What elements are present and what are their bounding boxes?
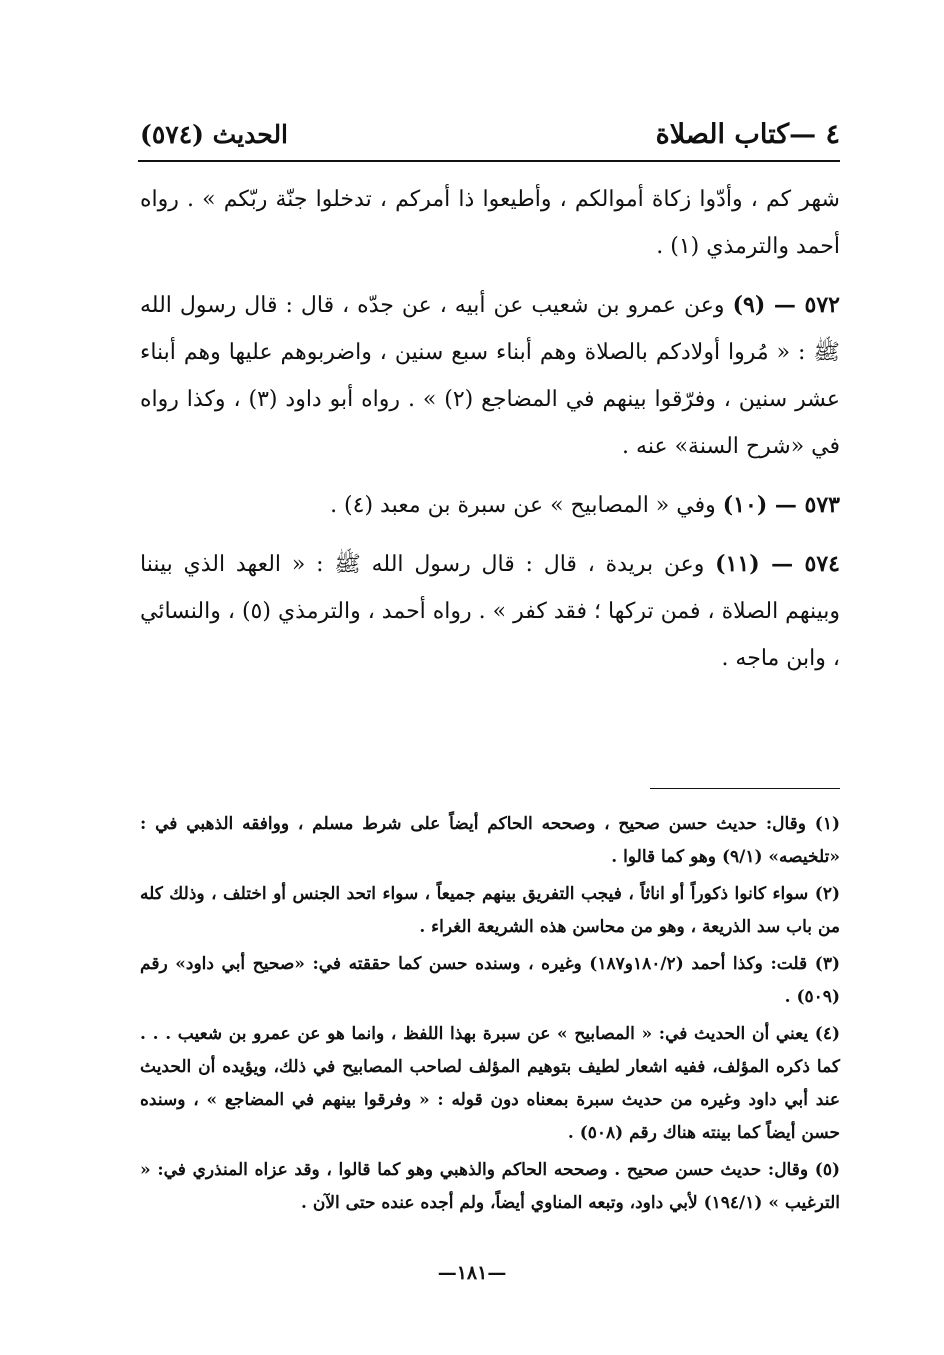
footnote-4: (٤) يعني أن الحديث في: « المصابيح » عن سبرة بهذا اللفظ ، وانما هو عن عمرو بن شعيب . . . كما ذكره المؤلف، ففيه اشعار لطيف بتوهيم المؤلف لصاحب المصابيح في ذلك، ويؤيده أن الحديث عند أبي داود وغيره من حديث سبرة بمعناه دون قوله : « وفرقوا بينهم في المضاجع » ، وسنده حسن أيضاً كما بينته هناك رقم (٥٠٨) . xyxy=(140,1024,840,1143)
hadith-number: ٥٧٤ — (١١) xyxy=(715,551,840,577)
hadith-574 xyxy=(140,541,840,682)
hadith-573 xyxy=(140,482,840,529)
footnotes xyxy=(140,808,840,1224)
hadith-572 xyxy=(140,282,840,470)
footnote-rule xyxy=(650,788,840,789)
paragraph-continuation: شهر كم ، وأدّوا زكاة أموالكم ، وأطيعوا ذا أمركم ، تدخلوا جنّة ربّكم » . رواه أحمد والترمذي (١) . xyxy=(140,187,840,259)
hadith-number: ٥٧٢ — (٩) xyxy=(732,292,840,318)
hadith-number: ٥٧٣ — (١٠) xyxy=(722,492,840,518)
footnote-2: (٢) سواء كانوا ذكوراً أو اناثاً ، فيجب التفريق بينهم جميعاً ، سواء اتحد الجنس أو اختلف ، وذلك كله من باب سد الذريعة ، وهو من محاسن هذه الشريعة الغراء . xyxy=(140,884,840,937)
header-rule xyxy=(138,160,840,162)
hadith-range: الحديث (٥٧٤) xyxy=(140,119,289,149)
main-text xyxy=(140,176,840,694)
footnote-3: (٣) قلت: وكذا أحمد (١٨٠/٢و١٨٧) وغيره ، وسنده حسن كما حققته في: «صحيح أبي داود» رقم (٥٠٩) . xyxy=(140,954,840,1007)
footnote-1: (١) وقال: حديث حسن صحيح ، وصححه الحاكم أيضاً على شرط مسلم ، ووافقه الذهبي في : «تلخيصه» (٩/١) وهو كما قالوا . xyxy=(140,814,840,867)
hadith-text: وعن بريدة ، قال : قال رسول الله ﷺ : « العهد الذي بيننا وبينهم الصلاة ، فمن تركها ؛ فقد كفر » . رواه أحمد ، والترمذي (٥) ، والنسائي ، وابن ماجه . xyxy=(140,552,840,671)
footnote-5: (٥) وقال: حديث حسن صحيح . وصححه الحاكم والذهبي وهو كما قالوا ، وقد عزاه المنذري في: « الترغيب » (١٩٤/١) لأبي داود، وتبعه المناوي أيضاً، ولم أجده عنده حتى الآن . xyxy=(140,1160,840,1213)
page-number: —١٨١— xyxy=(437,1262,507,1284)
chapter-title: ٤ —كتاب الصلاة xyxy=(655,118,840,150)
running-header xyxy=(140,112,840,156)
hadith-text: وعن عمرو بن شعيب عن أبيه ، عن جدّه ، قال : قال رسول الله ﷺ : « مُروا أولادكم بالصلاة وهم أبناء سبع سنين ، واضربوهم عليها وهم أبناء عشر سنين ، وفرّقوا بينهم في المضاجع (٢) » . رواه أبو داود (٣) ، وكذا رواه في «شرح السنة» عنه . xyxy=(140,293,841,459)
hadith-text: وفي « المصابيح » عن سبرة بن معبد (٤) . xyxy=(330,493,716,518)
